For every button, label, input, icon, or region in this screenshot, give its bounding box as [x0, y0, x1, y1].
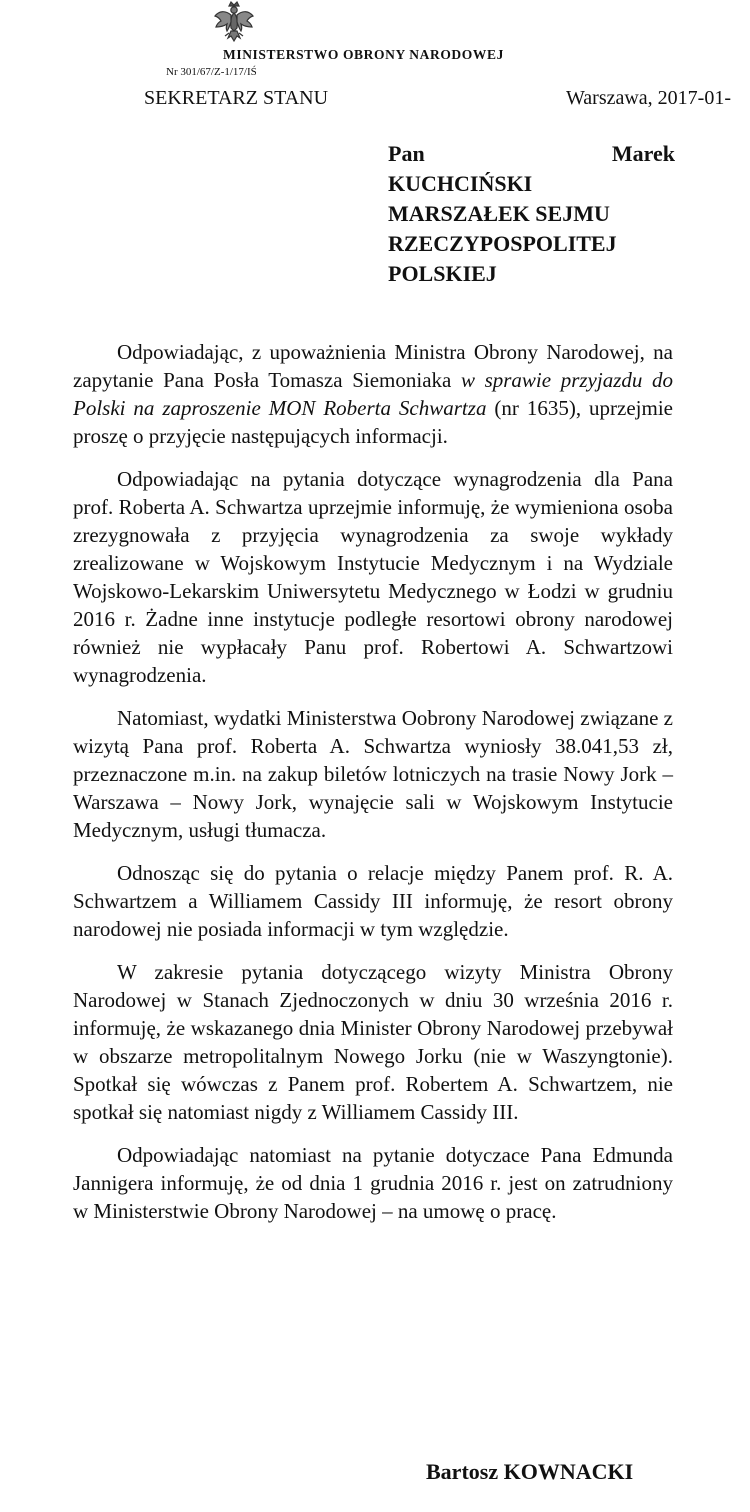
paragraph-1-text-b: (nr 1635), uprzejmie proszę o przyjęcie następujących informacji.	[73, 396, 673, 448]
addressee-salutation-line	[388, 139, 675, 169]
sender-title: SEKRETARZ STANU	[144, 87, 329, 109]
polish-eagle-icon	[212, 0, 256, 44]
addressee-salutation: Pan	[388, 141, 425, 166]
paragraph-5: W zakresie pytania dotyczącego wizyty Ministra Obrony Narodowej w Stanach Zjednoczonych w dniu 30 września 2016 r. informuję, że wskazanego dnia Minister Obrony Narodowej przebywał w obszarze metropolitalnym Nowego Jorku (nie w Waszyngtonie). Spotkał się wówczas z Panem prof. Robertem A. Schwartzem, nie spotkał się natomiast nigdy z Williamem Cassidy III.	[73, 960, 673, 1124]
paragraph-4: Odnosząc się do pytania o relacje między Panem prof. R. A. Schwartzem a Williamem Cassidy III informuję, że resort obrony narodowej nie posiada informacji w tym względzie.	[73, 861, 673, 941]
addressee-title-line2: RZECZYPOSPOLITEJ	[388, 231, 617, 256]
paragraph-3: Natomiast, wydatki Ministerstwa Oobrony Narodowej związane z wizytą Pana prof. Roberta A. Schwartza wyniosły 38.041,53 zł, przeznaczone m.in. na zakup biletów lotniczych na trasie Nowy Jork – Warszawa – Nowy Jork, wynajęcie sali w Wojskowym Instytucie Medycznym, usługi tłumacza.	[73, 706, 673, 842]
addressee-block	[388, 139, 675, 289]
place-date: Warszawa, 2017-01-	[566, 87, 731, 109]
paragraph-1-text-a: Odpowiadając, z upoważnienia Ministra Obrony Narodowej, na zapytanie Pana Posła Tomasza Siemoniaka	[73, 340, 673, 392]
addressee-title-line1: MARSZAŁEK SEJMU	[388, 201, 610, 226]
letter-body	[73, 338, 673, 1240]
paragraph-1-italic: w sprawie przyjazdu do Polski na zaproszenie MON Roberta Schwartza	[73, 368, 673, 420]
reference-number: Nr 301/67/Z-1/17/IŚ	[166, 66, 257, 78]
signature-surname: KOWNACKI	[503, 1459, 634, 1484]
signature-first-name: Bartosz	[426, 1459, 499, 1484]
addressee-first-name: Marek	[611, 141, 675, 166]
addressee-title-line3: POLSKIEJ	[388, 261, 497, 286]
ministry-name: MINISTERSTWO OBRONY NARODOWEJ	[223, 47, 504, 62]
addressee-surname: KUCHCIŃSKI	[388, 171, 533, 196]
paragraph-2: Odpowiadając na pytania dotyczące wynagrodzenia dla Pana prof. Roberta A. Schwartza uprzejmie informuję, że wymieniona osoba zrezygnowała z przyjęcia wynagrodzenia za swoje wykłady zrealizowane w Wojskowym Instytucie Medycznym i na Wydziale Wojskowo-Lekarskim Uniwersytetu Medycznego w Łodzi w grudniu 2016 r. Żadne inne instytucje podległe resortowi obrony narodowej również nie wypłacały Panu prof. Robertowi A. Schwartzowi wynagrodzenia.	[73, 467, 673, 687]
paragraph-1	[73, 338, 673, 450]
signature	[426, 1459, 633, 1485]
paragraph-6: Odpowiadając natomiast na pytanie dotyczace Pana Edmunda Jannigera informuję, że od dnia 1 grudnia 2016 r. jest on zatrudniony w Ministerstwie Obrony Narodowej – na umowę o pracę.	[73, 1143, 673, 1223]
